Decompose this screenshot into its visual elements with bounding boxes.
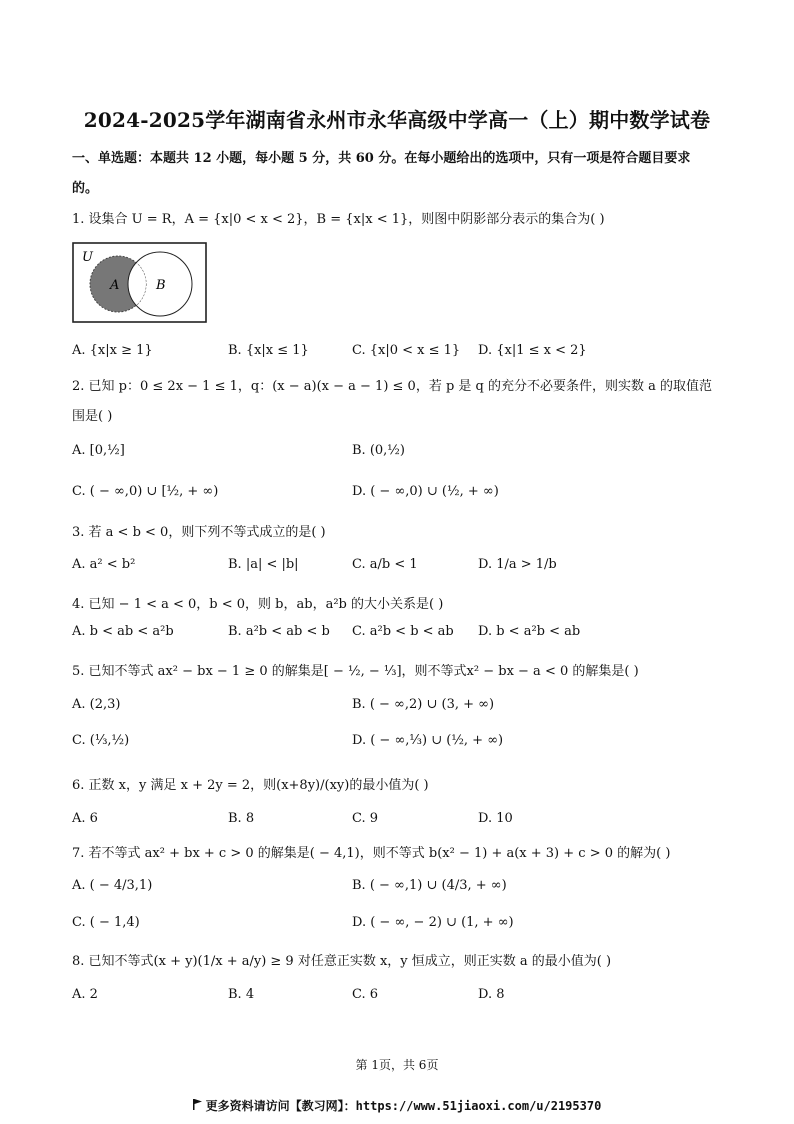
flag-icon [193,1099,202,1113]
page-footer: 第 1页，共 6页 [355,1058,439,1072]
q4-option-b: B. a²b < ab < b [228,624,330,639]
q2-option-b: B. (0,½) [352,443,405,458]
q4-option-c: C. a²b < b < ab [352,624,454,639]
question-4: 4. 已知 − 1 < a < 0，b < 0，则 b，ab，a²b 的大小关系是( ) [72,597,444,612]
q5-option-c: C. (⅓,½) [72,733,130,748]
q3-option-a: A. a² < b² [72,557,136,572]
page-title: 2024-2025学年湖南省永州市永华高级中学高一（上）期中数学试卷 [83,108,711,132]
venn-diagram [72,242,208,328]
question-5: 5. 已知不等式 ax² − bx − 1 ≥ 0 的解集是[ − ½, − ⅓]，则不等式x² − bx − a < 0 的解集是( ) [72,664,639,679]
question-3: 3. 若 a < b < 0，则下列不等式成立的是( ) [72,525,326,540]
q4-option-d: D. b < a²b < ab [478,624,581,639]
ad-banner[interactable] [0,1097,794,1114]
q1-option-d: D. {x|1 ≤ x < 2} [478,343,587,358]
venn-b-label: B [156,278,166,293]
question-7: 7. 若不等式 ax² + bx + c > 0 的解集是( − 4,1)，则不等式 b(x² − 1) + a(x + 3) + c > 0 的解为( ) [72,846,671,861]
q4-option-a: A. b < ab < a²b [72,624,174,639]
q6-option-c: C. 9 [352,811,379,826]
venn-a-label: A [110,278,120,293]
q6-option-a: A. 6 [72,811,98,826]
q1-option-c: C. {x|0 < x ≤ 1} [352,343,461,358]
question-6: 6. 正数 x，y 满足 x + 2y = 2，则(x+8y)/(xy)的最小值为( ) [72,778,429,793]
question-2-cont: 围是( ) [72,409,113,424]
q8-option-c: C. 6 [352,987,379,1002]
q3-option-b: B. |a| < |b| [228,557,299,572]
q8-option-d: D. 8 [478,987,505,1002]
q7-option-d: D. ( − ∞, − 2) ∪ (1, + ∞) [352,915,514,930]
q8-option-a: A. 2 [72,987,98,1002]
q2-option-d: D. ( − ∞,0) ∪ (½, + ∞) [352,484,499,499]
q1-option-b: B. {x|x ≤ 1} [228,343,309,358]
question-2: 2. 已知 p：0 ≤ 2x − 1 ≤ 1，q：(x − a)(x − a − 1) ≤ 0，若 p 是 q 的充分不必要条件，则实数 a 的取值范 [72,379,713,394]
q7-option-a: A. ( − 4/3,1) [72,878,153,893]
q8-option-b: B. 4 [228,987,255,1002]
question-1: 1. 设集合 U = R，A = {x|0 < x < 2}，B = {x|x < 1}，则图中阴影部分表示的集合为( ) [72,212,605,227]
q1-option-a: A. {x|x ≥ 1} [72,343,153,358]
q3-option-c: C. a/b < 1 [352,557,418,572]
q6-option-b: B. 8 [228,811,255,826]
q2-option-a: A. [0,½] [72,443,125,458]
ad-link[interactable]: 更多资料请访问【教习网】：https://www.51jiaoxi.com/u/2195370 [205,1099,602,1113]
section-heading: 一、单选题：本题共 12 小题，每小题 5 分，共 60 分。在每小题给出的选项中，只有一项是符合题目要求 [72,151,691,166]
q5-option-d: D. ( − ∞,⅓) ∪ (½, + ∞) [352,733,504,748]
section-heading-cont: 的。 [72,181,99,196]
q3-option-d: D. 1/a > 1/b [478,557,557,572]
q5-option-a: A. (2,3) [72,697,121,712]
q7-option-c: C. ( − 1,4) [72,915,140,930]
q2-option-c: C. ( − ∞,0) ∪ [½, + ∞) [72,484,219,499]
question-8: 8. 已知不等式(x + y)(1/x + a/y) ≥ 9 对任意正实数 x，y 恒成立，则正实数 a 的最小值为( ) [72,954,612,969]
q5-option-b: B. ( − ∞,2) ∪ (3, + ∞) [352,697,495,712]
q6-option-d: D. 10 [478,811,513,826]
venn-u-label: U [82,250,93,265]
q7-option-b: B. ( − ∞,1) ∪ (4/3, + ∞) [352,878,507,893]
